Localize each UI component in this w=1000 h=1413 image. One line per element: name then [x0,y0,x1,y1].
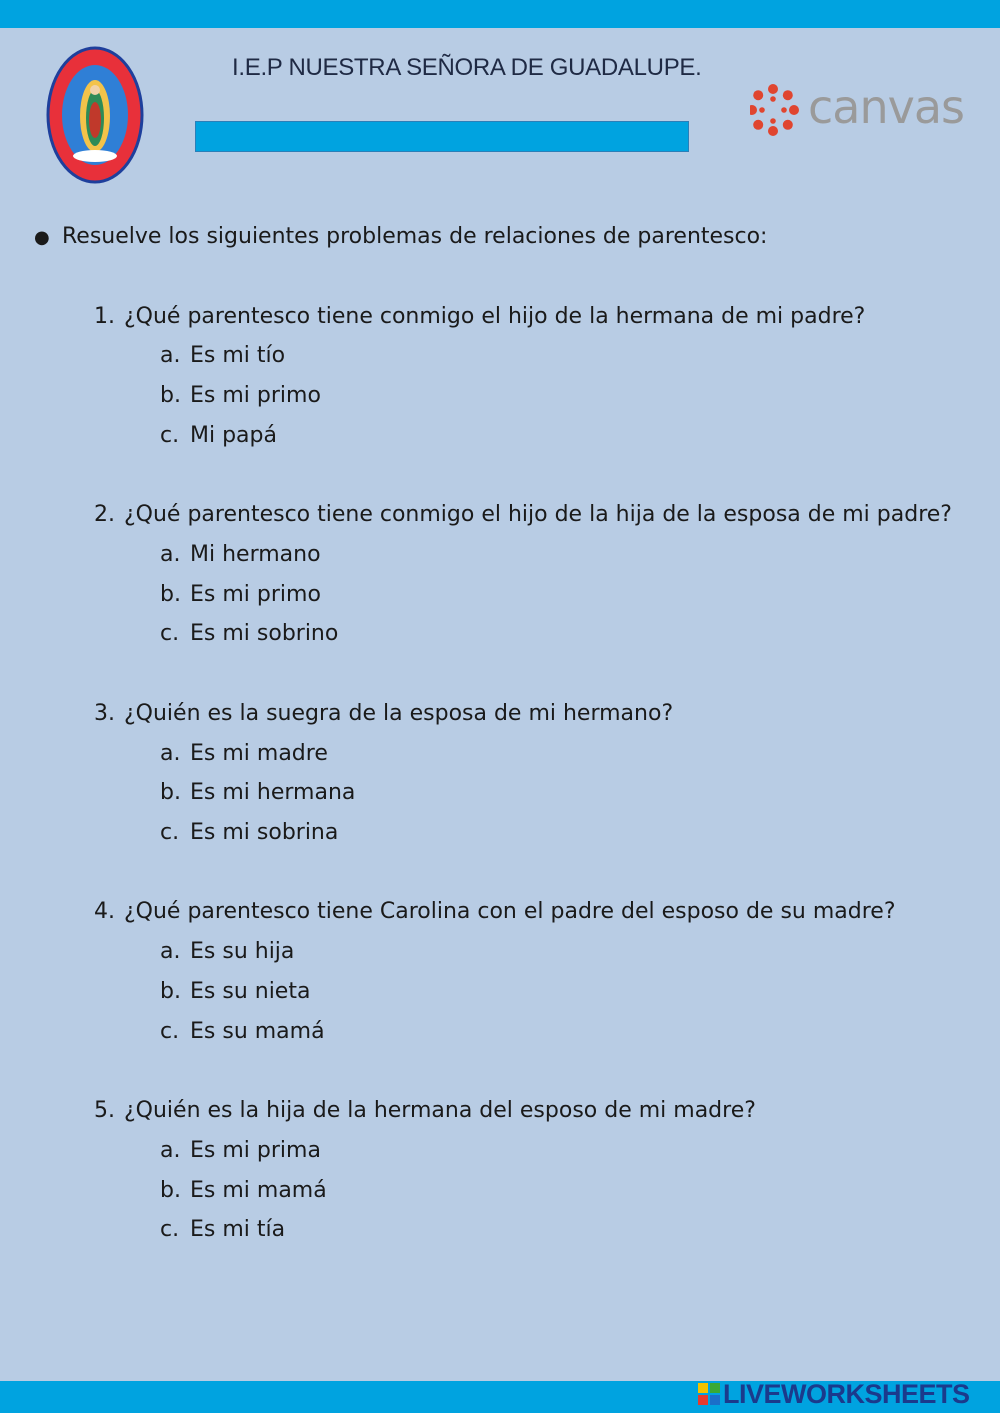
option-letter: b. [160,780,181,805]
question-text: ¿Qué parentesco tiene Carolina con el padre del esposo de su madre? [124,899,896,924]
question-number: 4. [94,899,115,924]
option-letter: c. [160,820,180,845]
option-3a[interactable] [160,741,328,766]
option-letter: a. [160,939,181,964]
option-letter: b. [160,979,181,1004]
school-title: I.E.P NUESTRA SEÑORA DE GUADALUPE. [232,54,702,81]
question-2 [94,502,952,527]
option-letter: c. [160,621,180,646]
option-text: Es mi tío [190,343,286,368]
question-text: ¿Quién es la suegra de la esposa de mi hermano? [124,701,674,726]
option-letter: c. [160,423,180,448]
option-letter: b. [160,582,181,607]
option-5b[interactable] [160,1178,327,1203]
option-text: Es mi primo [190,582,321,607]
option-5c[interactable] [160,1217,285,1242]
question-number: 5. [94,1098,115,1123]
option-4c[interactable] [160,1019,325,1044]
option-text: Es mi sobrina [190,820,339,845]
option-text: Es mi mamá [190,1178,327,1203]
question-5 [94,1098,756,1123]
top-banner [0,0,1000,28]
name-input-field[interactable] [195,121,689,152]
option-text: Es su mamá [190,1019,325,1044]
instruction-text: Resuelve los siguientes problemas de relaciones de parentesco: [62,224,768,249]
option-1a[interactable] [160,343,285,368]
option-3c[interactable] [160,820,338,845]
liveworksheets-wordmark: LIVEWORKSHEETS [723,1378,970,1409]
instruction-line [34,224,767,249]
liveworksheets-logo[interactable] [698,1380,970,1408]
question-text: ¿Qué parentesco tiene conmigo el hijo de la hermana de mi padre? [124,304,866,329]
option-text: Mi papá [190,423,277,448]
option-text: Es mi tía [190,1217,286,1242]
option-letter: a. [160,343,181,368]
option-text: Es mi madre [190,741,328,766]
option-5a[interactable] [160,1138,321,1163]
question-number: 3. [94,701,115,726]
option-letter: a. [160,741,181,766]
question-text: ¿Quién es la hija de la hermana del esposo de mi madre? [124,1098,756,1123]
question-number: 1. [94,304,115,329]
option-letter: a. [160,542,181,567]
option-2c[interactable] [160,621,338,646]
option-1b[interactable] [160,383,321,408]
option-letter: b. [160,383,181,408]
option-letter: c. [160,1217,180,1242]
option-4a[interactable] [160,939,294,964]
option-letter: a. [160,1138,181,1163]
option-text: Es mi sobrino [190,621,339,646]
option-2b[interactable] [160,582,321,607]
school-crest-logo [46,46,144,184]
question-number: 2. [94,502,115,527]
canvas-wordmark: canvas [808,80,965,134]
option-2a[interactable] [160,542,321,567]
option-3b[interactable] [160,780,355,805]
liveworksheets-mark-icon [698,1383,720,1405]
question-text: ¿Qué parentesco tiene conmigo el hijo de la hija de la esposa de mi padre? [124,502,952,527]
bullet-icon: ● [34,227,50,248]
option-text: Es mi hermana [190,780,356,805]
option-text: Es su hija [190,939,295,964]
option-text: Es mi prima [190,1138,321,1163]
option-text: Es mi primo [190,383,321,408]
option-letter: c. [160,1019,180,1044]
question-4 [94,899,896,924]
option-text: Mi hermano [190,542,321,567]
option-1c[interactable] [160,423,277,448]
option-letter: b. [160,1178,181,1203]
option-4b[interactable] [160,979,310,1004]
option-text: Es su nieta [190,979,311,1004]
question-3 [94,701,673,726]
question-1 [94,304,865,329]
